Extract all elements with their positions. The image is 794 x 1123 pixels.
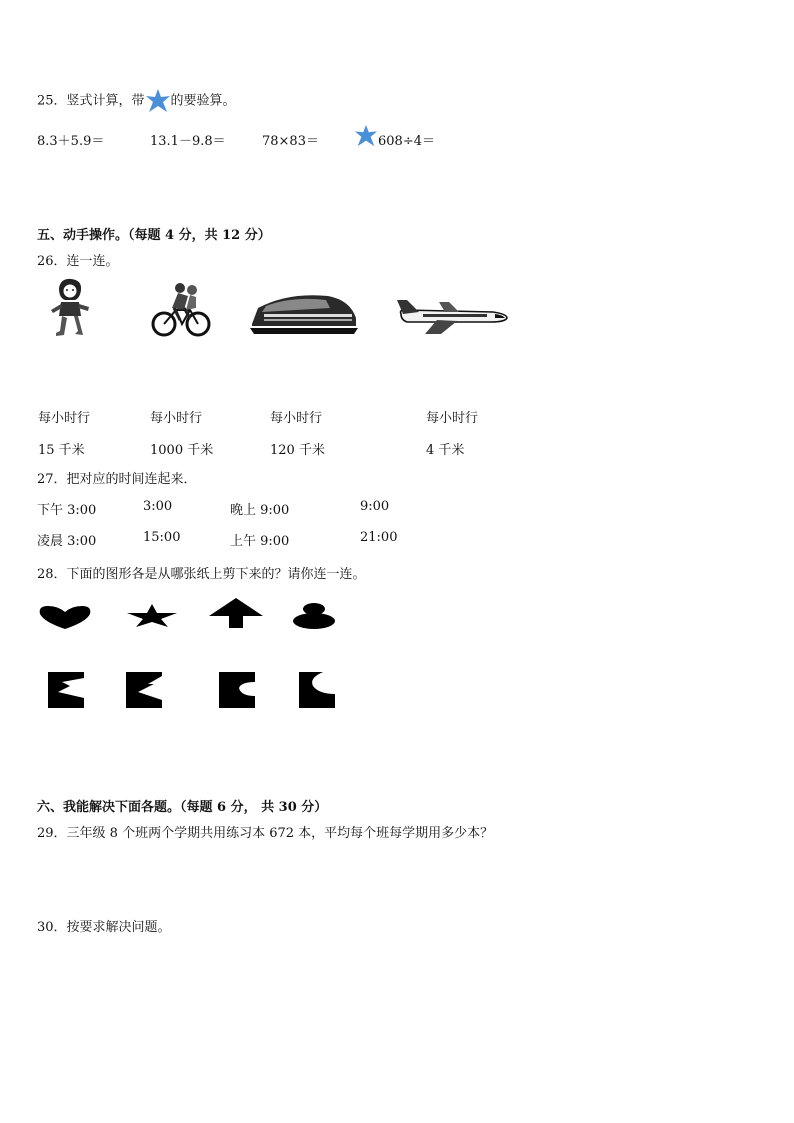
q25-item-4-star-icon — [354, 123, 378, 149]
q27-row2-col3: 上午 9:00 — [230, 534, 290, 549]
q27-row1-col3: 晚上 9:00 — [230, 503, 290, 518]
q26-title: 26．连一连。 — [37, 254, 119, 269]
q27-row1-col2: 3:00 — [143, 499, 173, 514]
speed-3-line2: 120 千米 — [270, 443, 325, 458]
q27-row2-col4: 21:00 — [360, 530, 398, 545]
speed-2-line1: 每小时行 — [150, 411, 203, 426]
q25-title — [37, 88, 236, 114]
paper-cut-1-icon — [48, 672, 84, 708]
q25-item-1: 8.3＋5.9＝ — [37, 134, 105, 149]
speed-2-line2: 1000 千米 — [150, 443, 214, 458]
cyclist-image — [150, 282, 212, 338]
paper-cut-3-icon — [219, 672, 255, 708]
q27-title: 27．把对应的时间连起来． — [37, 472, 197, 487]
airplane-image — [395, 296, 509, 336]
speed-4-line2: 4 千米 — [426, 443, 465, 458]
paper-cut-4-icon — [299, 672, 335, 708]
speed-1-line1: 每小时行 — [38, 411, 91, 426]
paper-cut-2-icon — [126, 672, 162, 708]
heart-shape-icon — [38, 602, 92, 630]
q27-row2-col2: 15:00 — [143, 530, 181, 545]
speed-1-line2: 15 千米 — [38, 443, 85, 458]
q25-item-2: 13.1－9.8＝ — [150, 134, 226, 149]
q25-prefix: 25．竖式计算，带 — [37, 93, 145, 109]
section5-title: 五、动手操作。（每题 4 分，共 12 分） — [37, 228, 271, 243]
speed-4-line1: 每小时行 — [426, 411, 479, 426]
section6-title: 六、我能解决下面各题。（每题 6 分， 共 30 分） — [37, 800, 328, 815]
arrow-tree-shape-icon — [209, 598, 263, 628]
speed-3-line1: 每小时行 — [270, 411, 323, 426]
q27-row1-col1: 下午 3:00 — [37, 503, 97, 518]
q27-row1-col4: 9:00 — [360, 499, 390, 514]
q25-suffix: 的要验算。 — [170, 93, 236, 109]
q29-text: 29．三年级 8 个班两个学期共用练习本 672 本，平均每个班每学期用多少本？ — [37, 826, 494, 841]
walking-child-image — [47, 276, 93, 338]
q27-row2-col1: 凌晨 3:00 — [37, 534, 97, 549]
q25-item-4: 608÷4＝ — [378, 134, 435, 149]
star-shape-icon — [126, 603, 178, 627]
q30-text: 30．按要求解决问题。 — [37, 920, 171, 935]
star-icon — [145, 88, 171, 114]
q28-title: 28．下面的图形各是从哪张纸上剪下来的？请你连一连。 — [37, 567, 366, 582]
snowman-shape-icon — [292, 602, 336, 630]
q25-item-3: 78×83＝ — [262, 134, 319, 149]
train-image — [248, 290, 360, 336]
